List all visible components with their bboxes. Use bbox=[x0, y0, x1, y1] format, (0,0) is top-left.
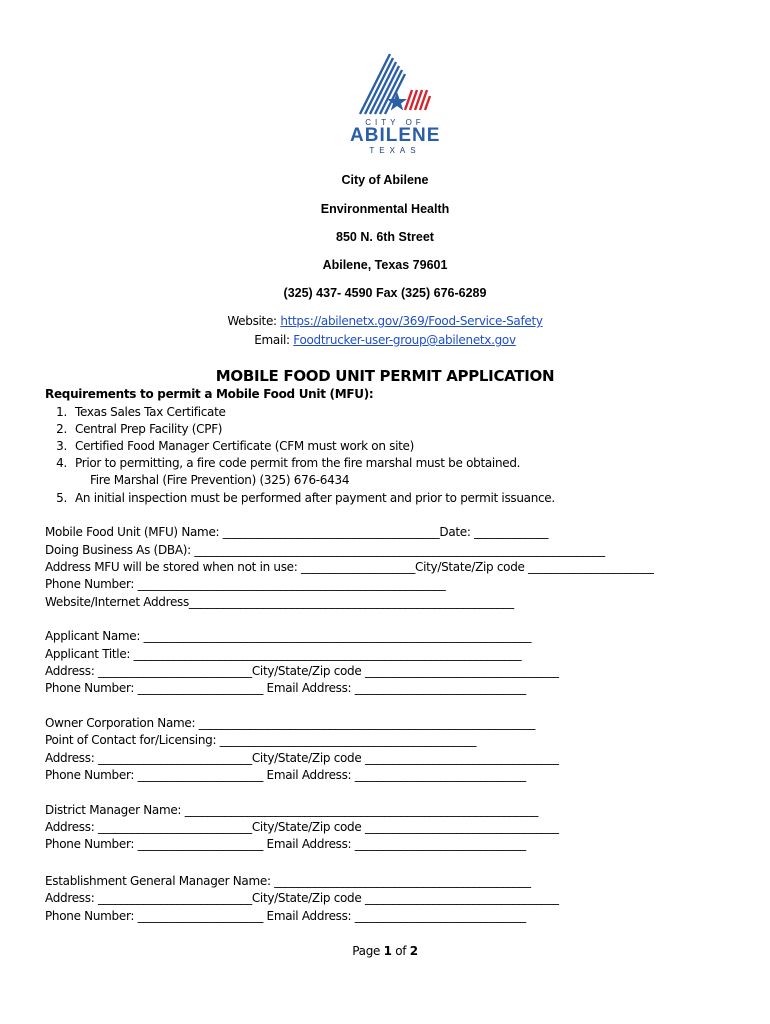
requirement-item: 4. Prior to permitting, a fire code permit from the fire marshal must be obtained. bbox=[56, 456, 521, 470]
requirement-item: 5. An initial inspection must be performed after payment and prior to permit issuance. bbox=[56, 491, 555, 505]
dba-field[interactable]: Doing Business As (DBA): ________________________________________________________________________ bbox=[45, 543, 605, 557]
district-phone-email-field[interactable]: Phone Number: ______________________ Email Address: ______________________________ bbox=[45, 837, 526, 851]
district-address-field[interactable]: Address: ___________________________City/State/Zip code __________________________________ bbox=[45, 820, 559, 834]
district-manager-field[interactable]: District Manager Name: ______________________________________________________________ bbox=[45, 803, 539, 817]
owner-address-field[interactable]: Address: ___________________________City/State/Zip code __________________________________ bbox=[45, 751, 559, 765]
email-label: Email: bbox=[254, 333, 294, 347]
owner-phone-email-field[interactable]: Phone Number: ______________________ Email Address: ______________________________ bbox=[45, 768, 526, 782]
logo-abilene-text: ABILENE bbox=[350, 125, 441, 146]
org-name: City of Abilene bbox=[341, 173, 429, 187]
applicant-name-field[interactable]: Applicant Name: ____________________________________________________________________ bbox=[45, 629, 532, 643]
applicant-phone-email-field[interactable]: Phone Number: ______________________ Email Address: ______________________________ bbox=[45, 681, 526, 695]
page-number: Page 1 of 2 bbox=[352, 944, 418, 958]
mfu-storage-address-field[interactable]: Address MFU will be stored when not in use: ____________________City/State/Zip code ______________________ bbox=[45, 560, 654, 574]
street-address: 850 N. 6th Street bbox=[336, 230, 434, 244]
requirements-heading: Requirements to permit a Mobile Food Unit (MFU): bbox=[45, 387, 374, 401]
establishment-phone-email-field[interactable]: Phone Number: ______________________ Email Address: ______________________________ bbox=[45, 909, 526, 923]
website-line bbox=[0, 314, 770, 328]
owner-corporation-field[interactable]: Owner Corporation Name: ___________________________________________________________ bbox=[45, 716, 536, 730]
mfu-phone-field[interactable]: Phone Number: ______________________________________________________ bbox=[45, 577, 446, 591]
point-of-contact-field[interactable]: Point of Contact for/Licensing: _____________________________________________ bbox=[45, 733, 477, 747]
mfu-name-field[interactable]: Mobile Food Unit (MFU) Name: ______________________________________Date: _____________ bbox=[45, 525, 549, 539]
website-link[interactable]: https://abilenetx.gov/369/Food-Service-Safety bbox=[280, 314, 543, 328]
mfu-website-field[interactable]: Website/Internet Address_________________________________________________________ bbox=[45, 595, 514, 609]
website-label: Website: bbox=[227, 314, 281, 328]
applicant-title-field[interactable]: Applicant Title: ____________________________________________________________________ bbox=[45, 647, 522, 661]
triangle-emblem-icon bbox=[350, 52, 440, 118]
establishment-gm-field[interactable]: Establishment General Manager Name: _____________________________________________ bbox=[45, 874, 531, 888]
form-title: MOBILE FOOD UNIT PERMIT APPLICATION bbox=[215, 367, 555, 385]
applicant-address-field[interactable]: Address: ___________________________City/State/Zip code __________________________________ bbox=[45, 664, 559, 678]
logo-texas-text: TEXAS bbox=[369, 146, 421, 155]
email-line bbox=[0, 333, 770, 347]
logo-city-of-text: CITY OF bbox=[365, 118, 425, 127]
establishment-address-field[interactable]: Address: ___________________________City/State/Zip code __________________________________ bbox=[45, 891, 559, 905]
email-link[interactable]: Foodtrucker-user-group@abilenetx.gov bbox=[293, 333, 516, 347]
phone-fax: (325) 437- 4590 Fax (325) 676-6289 bbox=[283, 286, 487, 300]
city-logo bbox=[350, 52, 440, 156]
city-address: Abilene, Texas 79601 bbox=[322, 258, 448, 272]
requirement-item: 3. Certified Food Manager Certificate (CFM must work on site) bbox=[56, 439, 415, 453]
requirement-item: 1. Texas Sales Tax Certificate bbox=[56, 405, 226, 419]
fire-marshal-contact: Fire Marshal (Fire Prevention) (325) 676-6434 bbox=[90, 473, 350, 487]
requirement-item: 2. Central Prep Facility (CPF) bbox=[56, 422, 223, 436]
dept-name: Environmental Health bbox=[320, 202, 450, 216]
